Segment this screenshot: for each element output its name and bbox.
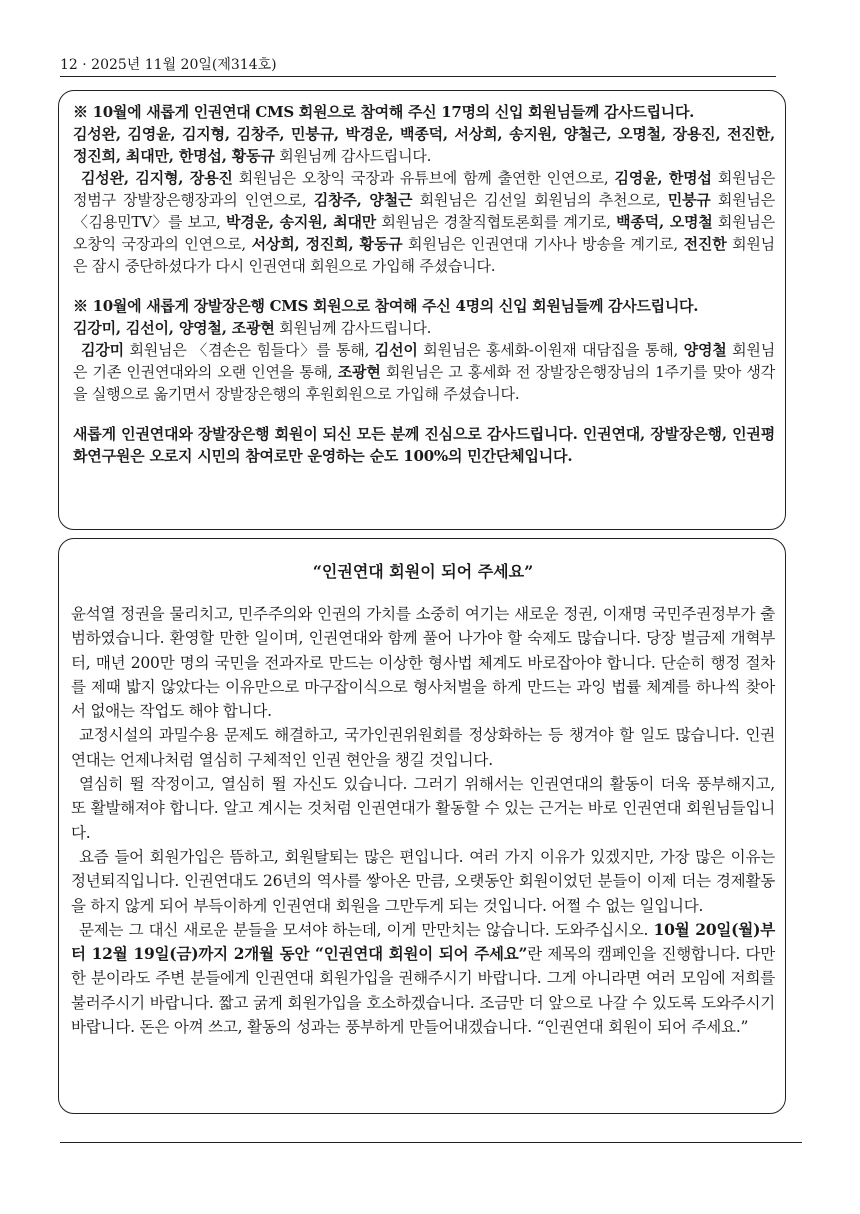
member-name-run: 조광현	[337, 363, 381, 381]
page-header-text: 12 · 2025년 11월 20일(제314호)	[60, 57, 277, 73]
member-text-run: 회원님은 잠시 중단하셨다가 다시 인권연대 회원으로 가입해 주셨습니다.	[73, 235, 775, 275]
member-text-run: 회원님은 기존 인권연대와의 오랜 인연을 통해,	[73, 341, 775, 381]
member-name-run: 양영철	[683, 341, 727, 359]
member-text-run: 회원님은 김선일 회원님의 추천으로,	[412, 191, 668, 209]
new-members-list-1	[73, 123, 775, 167]
member-names-2: 김강미, 김선이, 양영철, 조광현	[73, 319, 275, 337]
member-details-2	[73, 339, 775, 405]
closing-thanks: 새롭게 인권연대와 장발장은행 회원이 되신 모든 분께 진심으로 감사드립니다. 인권연대, 장발장은행, 인권평화연구원은 오로지 시민의 참여로만 운영하는 순도 100%의 민간단체입니다.	[73, 425, 775, 465]
member-names-suffix-2: 회원님께 감사드립니다.	[274, 319, 432, 337]
member-name-run: 서상희, 정진희, 황동규	[251, 235, 403, 253]
member-text-run: 회원님은 정범구 장발장은행장과의 인연으로,	[73, 169, 775, 209]
member-name-run: 백종덕, 오명철	[616, 213, 713, 231]
footer-rule	[60, 1142, 802, 1143]
member-text-run: 회원님은 고 홍세화 전 장발장은행장님의 1주기를 맞아 생각을 실행으로 옮기면서 장발장은행의 후원회원으로 가입해 주셨습니다.	[73, 363, 775, 403]
new-members-list-2	[73, 317, 775, 339]
member-name-run: 민붕규	[667, 191, 711, 209]
member-name-run: 김창주, 양철근	[313, 191, 413, 209]
member-text-run: 회원님은 인권연대 기사나 방송을 계기로,	[402, 235, 684, 253]
member-name-run: 김선이	[374, 341, 418, 359]
campaign-period: 10월 20일(월)부터 12월 19일(금)까지 2개월 동안 “인권연대 회원이 되어 주세요”	[71, 919, 775, 964]
member-text-run: 회원님은 〈김용민TV〉를 보고,	[73, 191, 776, 231]
member-text-run: 회원님은 경찰직협토론회를 계기로,	[376, 213, 617, 231]
campaign-paragraph-3: 열심히 뛸 작정이고, 열심히 뛸 자신도 있습니다. 그러기 위해서는 인권연대의 활동이 더욱 풍부해지고, 또 활발해져야 합니다. 알고 계시는 것처럼 인권연대가 활동할 수 있는 근거는 바로 인권연대 회원님들입니다.	[71, 775, 775, 842]
member-details-1	[73, 167, 775, 277]
member-name-run: 김성완, 김지형, 장용진	[81, 169, 233, 187]
campaign-paragraph-5	[71, 918, 775, 1039]
campaign-paragraph-2: 교정시설의 과밀수용 문제도 해결하고, 국가인권위원회를 정상화하는 등 챙겨야 할 일도 많습니다. 인권연대는 언제나처럼 열심히 구체적인 인권 현안을 챙길 것입니다.	[71, 726, 775, 769]
campaign-paragraph-5c: 란 제목의 캠페인을 진행합니다. 다만 한 분이라도 주변 분들에게 인권연대 회원가입을 권해주시기 바랍니다. 그게 아니라면 여러 모임에 저희를 불러주시기 바랍니다. 짧고 굵게 회원가입을 호소하겠습니다. 조금만 더 앞으로 나갈 수 있도록 도와주시기 바랍니다. 돈은 아껴 쓰고, 활동의 성과는 풍부하게 만들어내겠습니다. “인권연대 회원이 되어 주세요.”	[71, 945, 776, 1037]
campaign-paragraph-5a: 문제는 그 대신 새로운 분들을 모셔야 하는데, 이게 만만치는 않습니다. 도와주십시오.	[79, 920, 654, 939]
member-text-run: 회원님은 홍세화-이원재 대담집을 통해,	[417, 341, 684, 359]
cms-heading-2: ※ 10월에 새롭게 장발장은행 CMS 회원으로 참여해 주신 4명의 신입 회원님들께 감사드립니다.	[73, 297, 699, 315]
campaign-paragraph-4: 요즘 들어 회원가입은 뜸하고, 회원탈퇴는 많은 편입니다. 여러 가지 이유가 있겠지만, 가장 많은 이유는 정년퇴직입니다. 인권연대도 26년의 역사를 쌓아온 만큼, 오랫동안 회원이었던 분들이 이제 더는 경제활동을 하지 않게 되어 부득이하게 인권연대 회원을 그만두게 되는 것입니다. 어쩔 수 없는 일입니다.	[71, 847, 775, 915]
campaign-paragraph-1: 윤석열 정권을 물리치고, 민주주의와 인권의 가치를 소중히 여기는 새로운 정권, 이재명 국민주권정부가 출범하였습니다. 환영할 만한 일이며, 인권연대와 함께 풀어 나가야 할 숙제도 많습니다. 당장 벌금제 개혁부터, 매년 200만 명의 국민을 전과자로 만드는 이상한 형사법 체계도 바로잡아야 합니다. 단순히 행정 절차를 제때 밟지 않았다는 이유만으로 마구잡이식으로 형사처벌을 하게 만드는 과잉 법률 체계를 하나씩 찾아서 없애는 작업도 해야 합니다.	[71, 605, 775, 721]
member-text-run: 회원님은 오창익 국장과의 인연으로,	[73, 213, 776, 253]
page-header	[60, 54, 776, 77]
member-name-run: 전진한	[683, 235, 727, 253]
member-name-run: 김강미	[81, 341, 124, 359]
member-name-run: 김영윤, 한명섭	[614, 169, 712, 187]
thanks-box	[58, 90, 786, 530]
member-name-run: 박경운, 송지원, 최대만	[225, 213, 377, 231]
member-text-run: 회원님은 〈겸손은 힘들다〉를 통해,	[123, 341, 375, 359]
campaign-title: “인권연대 회원이 되어 주세요”	[312, 562, 534, 581]
member-names-1: 김성완, 김영윤, 김지형, 김창주, 민붕규, 박경운, 백종덕, 서상희, 송지원, 양철근, 오명철, 장용진, 전진한, 정진희, 최대만, 한명섭, 황동규	[73, 125, 775, 165]
cms-heading-1: ※ 10월에 새롭게 인권연대 CMS 회원으로 참여해 주신 17명의 신입 회원님들께 감사드립니다.	[73, 103, 695, 121]
member-text-run: 회원님은 오창익 국장과 유튜브에 함께 출연한 인연으로,	[232, 169, 615, 187]
member-names-suffix-1: 회원님께 감사드립니다.	[274, 147, 432, 165]
campaign-box	[58, 538, 786, 1114]
